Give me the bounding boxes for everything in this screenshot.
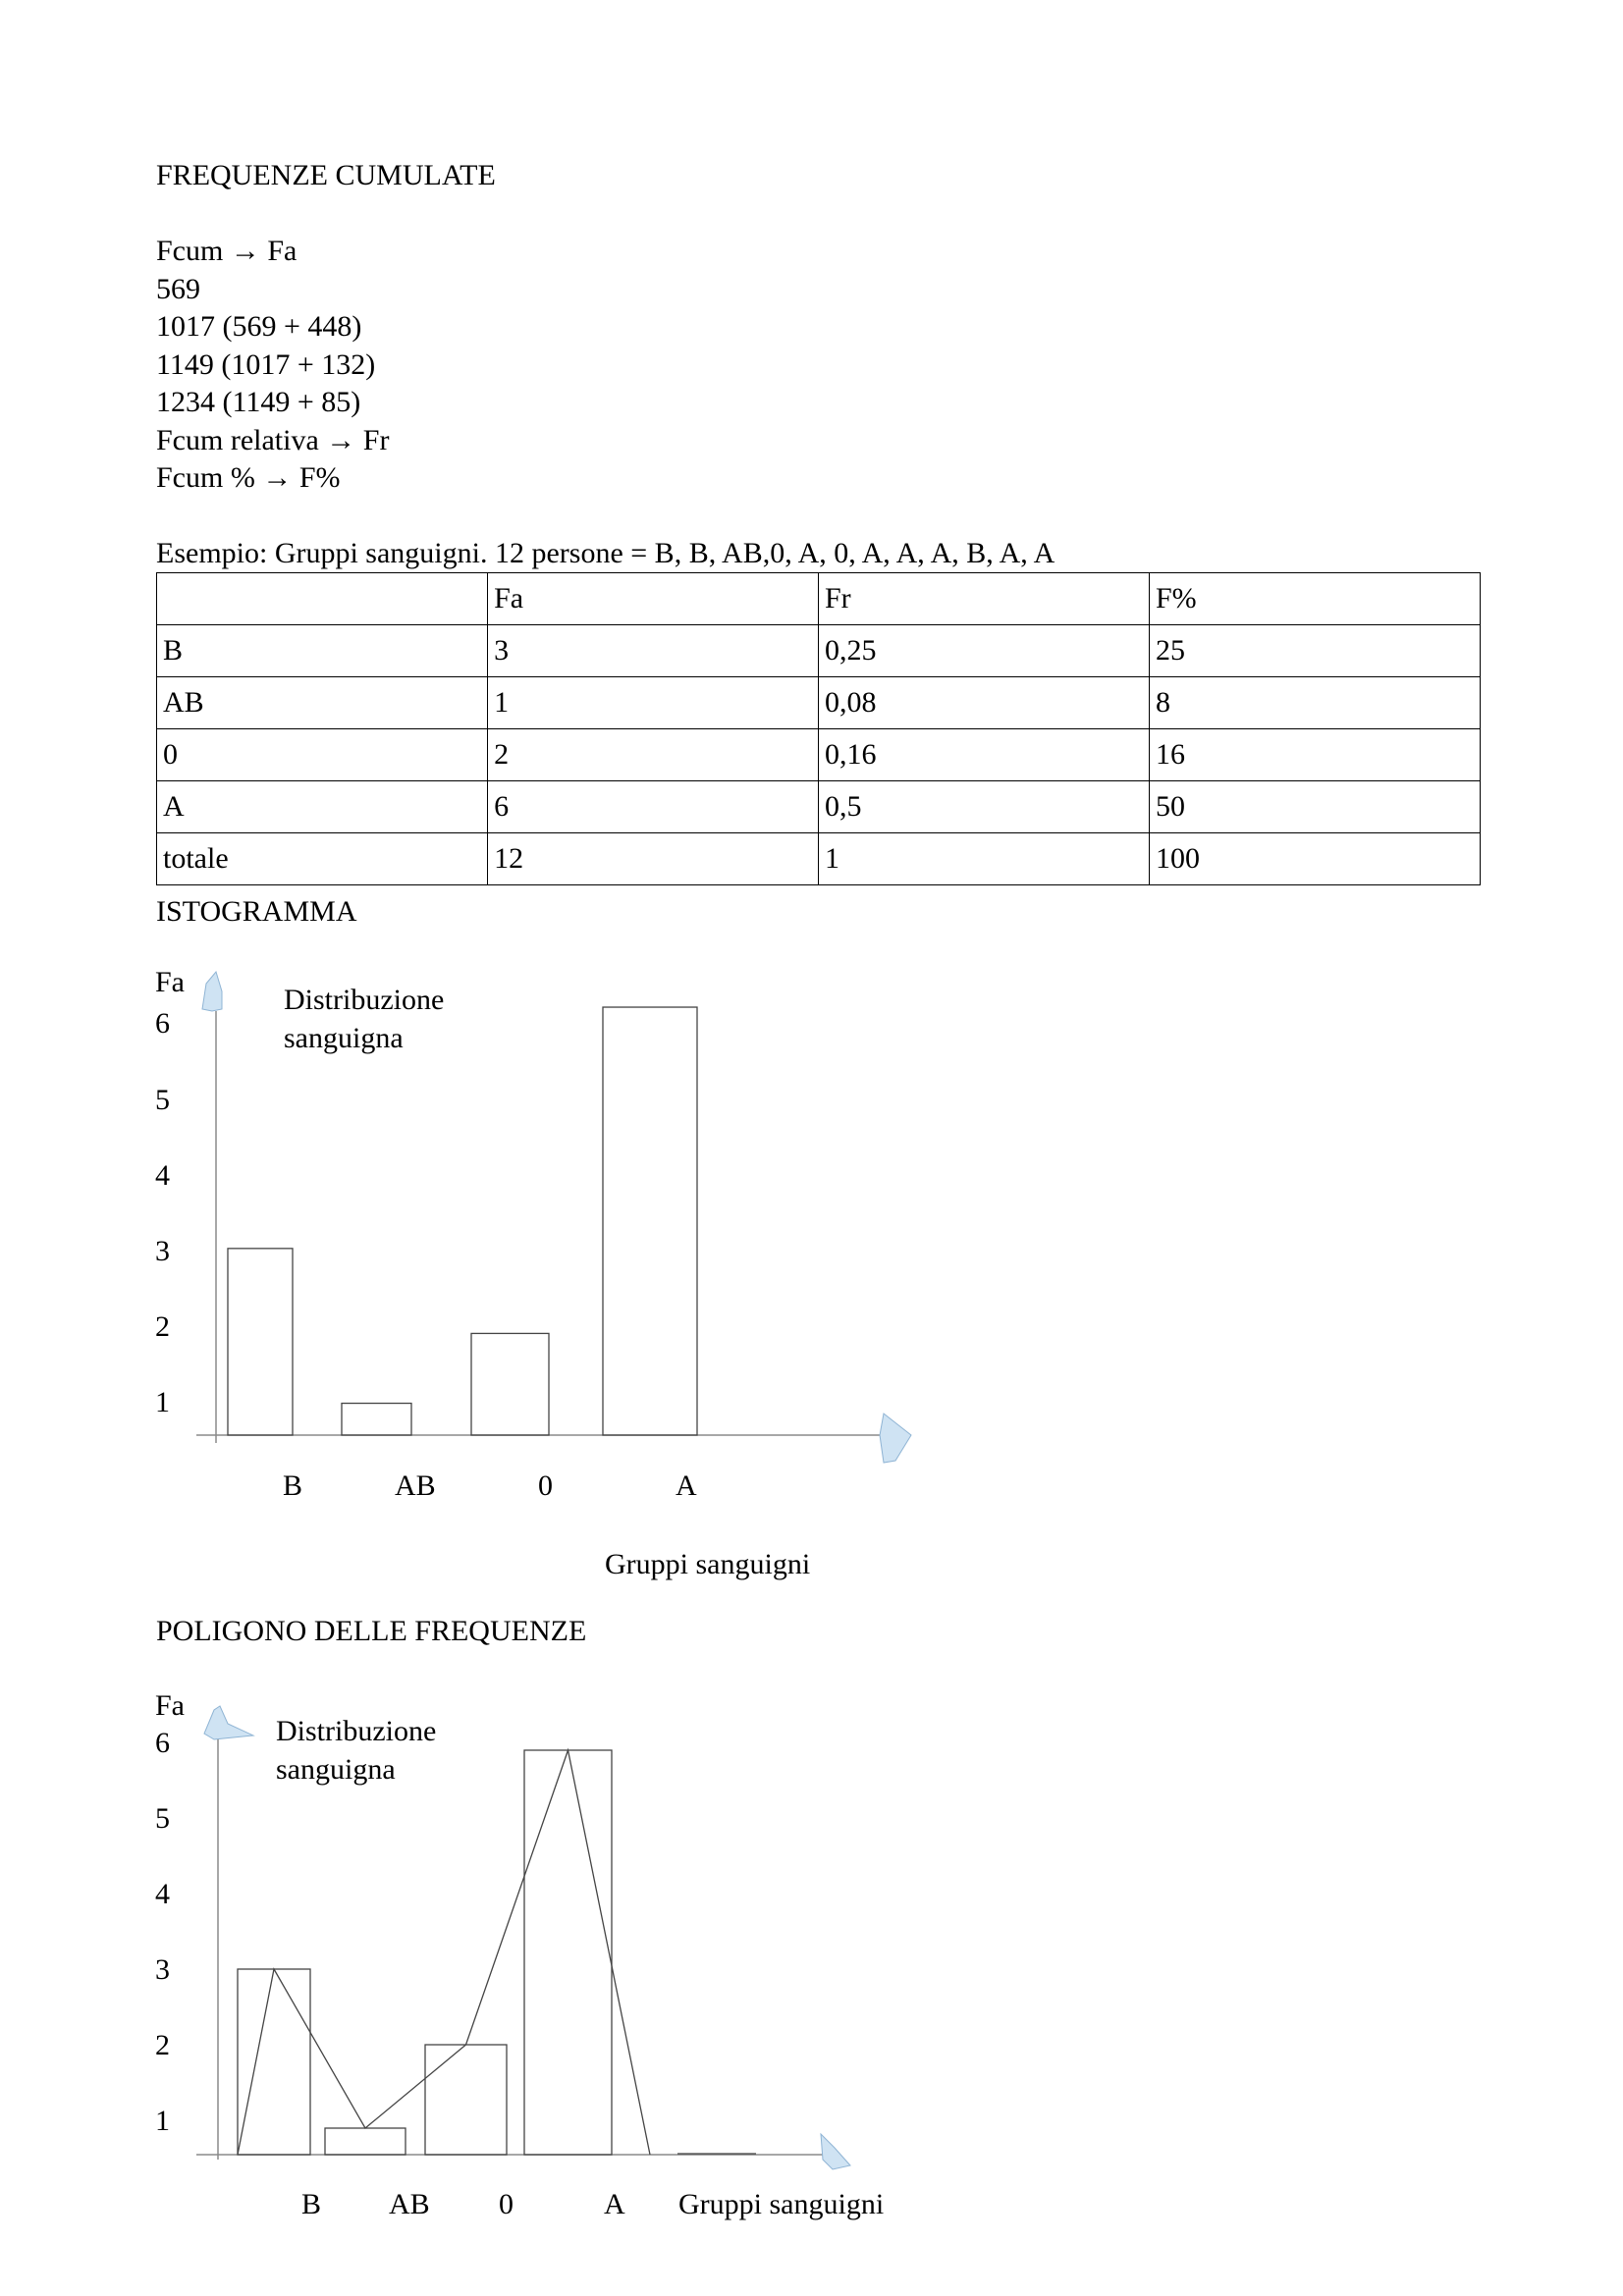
polygon-category-label: A bbox=[604, 2188, 625, 2220]
polygon-category-label: B bbox=[301, 2188, 322, 2220]
table-cell: totale bbox=[157, 833, 488, 885]
table-cell: 8 bbox=[1149, 677, 1480, 729]
polygon-y-tick: 2 bbox=[155, 2029, 170, 2061]
histogram-y-label: Fa bbox=[155, 966, 185, 998]
polygon-title-line1: Distribuzione bbox=[276, 1715, 437, 1747]
cumulative-line: 1149 (1017 + 132) bbox=[156, 348, 376, 381]
example-text: Esempio: Gruppi sanguigni. 12 persone = B, B, AB,0, A, 0, A, A, A, B, A, A bbox=[156, 537, 1055, 569]
polygon-category-label: AB bbox=[389, 2188, 430, 2220]
table-cell: 0,5 bbox=[818, 781, 1149, 833]
table-cell: 1 bbox=[488, 677, 819, 729]
histogram-title-line2: sanguigna bbox=[284, 1022, 404, 1054]
table-cell: 0,08 bbox=[818, 677, 1149, 729]
table-cell: 100 bbox=[1149, 833, 1480, 885]
histogram-y-tick: 3 bbox=[155, 1235, 170, 1267]
polygon-y-arrow-icon bbox=[204, 1706, 253, 1739]
polygon-bar bbox=[238, 1969, 310, 2155]
table-header-cell: F% bbox=[1149, 573, 1480, 625]
histogram-x-label: Gruppi sanguigni bbox=[605, 1548, 811, 1580]
polygon-x-arrow-icon bbox=[821, 2134, 850, 2169]
cumulative-line: 1017 (569 + 448) bbox=[156, 310, 362, 343]
table-cell: 2 bbox=[488, 729, 819, 781]
polygon-y-tick: 4 bbox=[155, 1878, 170, 1910]
polygon-y-label: Fa bbox=[155, 1689, 185, 1722]
cumulative-line: 1234 (1149 + 85) bbox=[156, 386, 361, 418]
table-cell: AB bbox=[157, 677, 488, 729]
table-cell: 0,16 bbox=[818, 729, 1149, 781]
cumulative-line: 569 bbox=[156, 273, 200, 305]
table-cell: 0,25 bbox=[818, 625, 1149, 677]
histogram-category-label: 0 bbox=[538, 1469, 553, 1502]
table-cell: 25 bbox=[1149, 625, 1480, 677]
histogram-y-tick: 1 bbox=[155, 1386, 170, 1418]
histogram-title-line1: Distribuzione bbox=[284, 984, 445, 1016]
cumulative-line: Fcum % → F% bbox=[156, 461, 341, 494]
polygon-heading: POLIGONO DELLE FREQUENZE bbox=[156, 1615, 587, 1647]
table-cell: 0 bbox=[157, 729, 488, 781]
histogram-y-tick: 5 bbox=[155, 1084, 170, 1116]
table-cell: A bbox=[157, 781, 488, 833]
histogram-heading: ISTOGRAMMA bbox=[156, 895, 357, 928]
cumulative-line: Fcum relativa → Fr bbox=[156, 424, 390, 456]
cumulative-heading: FREQUENZE CUMULATE bbox=[156, 159, 496, 191]
table-header-cell: Fa bbox=[488, 573, 819, 625]
table-cell: 12 bbox=[488, 833, 819, 885]
table-cell: 50 bbox=[1149, 781, 1480, 833]
histogram-category-label: B bbox=[283, 1469, 303, 1502]
polygon-bar bbox=[325, 2128, 406, 2155]
histogram-category-label: A bbox=[676, 1469, 697, 1502]
histogram-y-tick: 6 bbox=[155, 1007, 170, 1040]
polygon-y-tick: 3 bbox=[155, 1953, 170, 1986]
polygon-line bbox=[238, 1750, 650, 2155]
table-cell: 16 bbox=[1149, 729, 1480, 781]
polygon-y-tick: 1 bbox=[155, 2105, 170, 2137]
polygon-category-label: 0 bbox=[499, 2188, 514, 2220]
polygon-y-tick: 5 bbox=[155, 1802, 170, 1835]
polygon-bar bbox=[425, 2045, 507, 2155]
polygon-y-tick: 6 bbox=[155, 1727, 170, 1759]
polygon-bar bbox=[524, 1750, 612, 2155]
table-cell: 3 bbox=[488, 625, 819, 677]
histogram-y-tick: 2 bbox=[155, 1310, 170, 1343]
table-cell: 1 bbox=[818, 833, 1149, 885]
table-header-cell: Fr bbox=[818, 573, 1149, 625]
cumulative-line: Fcum → Fa bbox=[156, 235, 298, 267]
polygon-x-label: Gruppi sanguigni bbox=[678, 2188, 885, 2220]
histogram-category-label: AB bbox=[395, 1469, 436, 1502]
table-cell: B bbox=[157, 625, 488, 677]
histogram-y-tick: 4 bbox=[155, 1159, 170, 1192]
polygon-title-line2: sanguigna bbox=[276, 1753, 396, 1786]
table-cell: 6 bbox=[488, 781, 819, 833]
